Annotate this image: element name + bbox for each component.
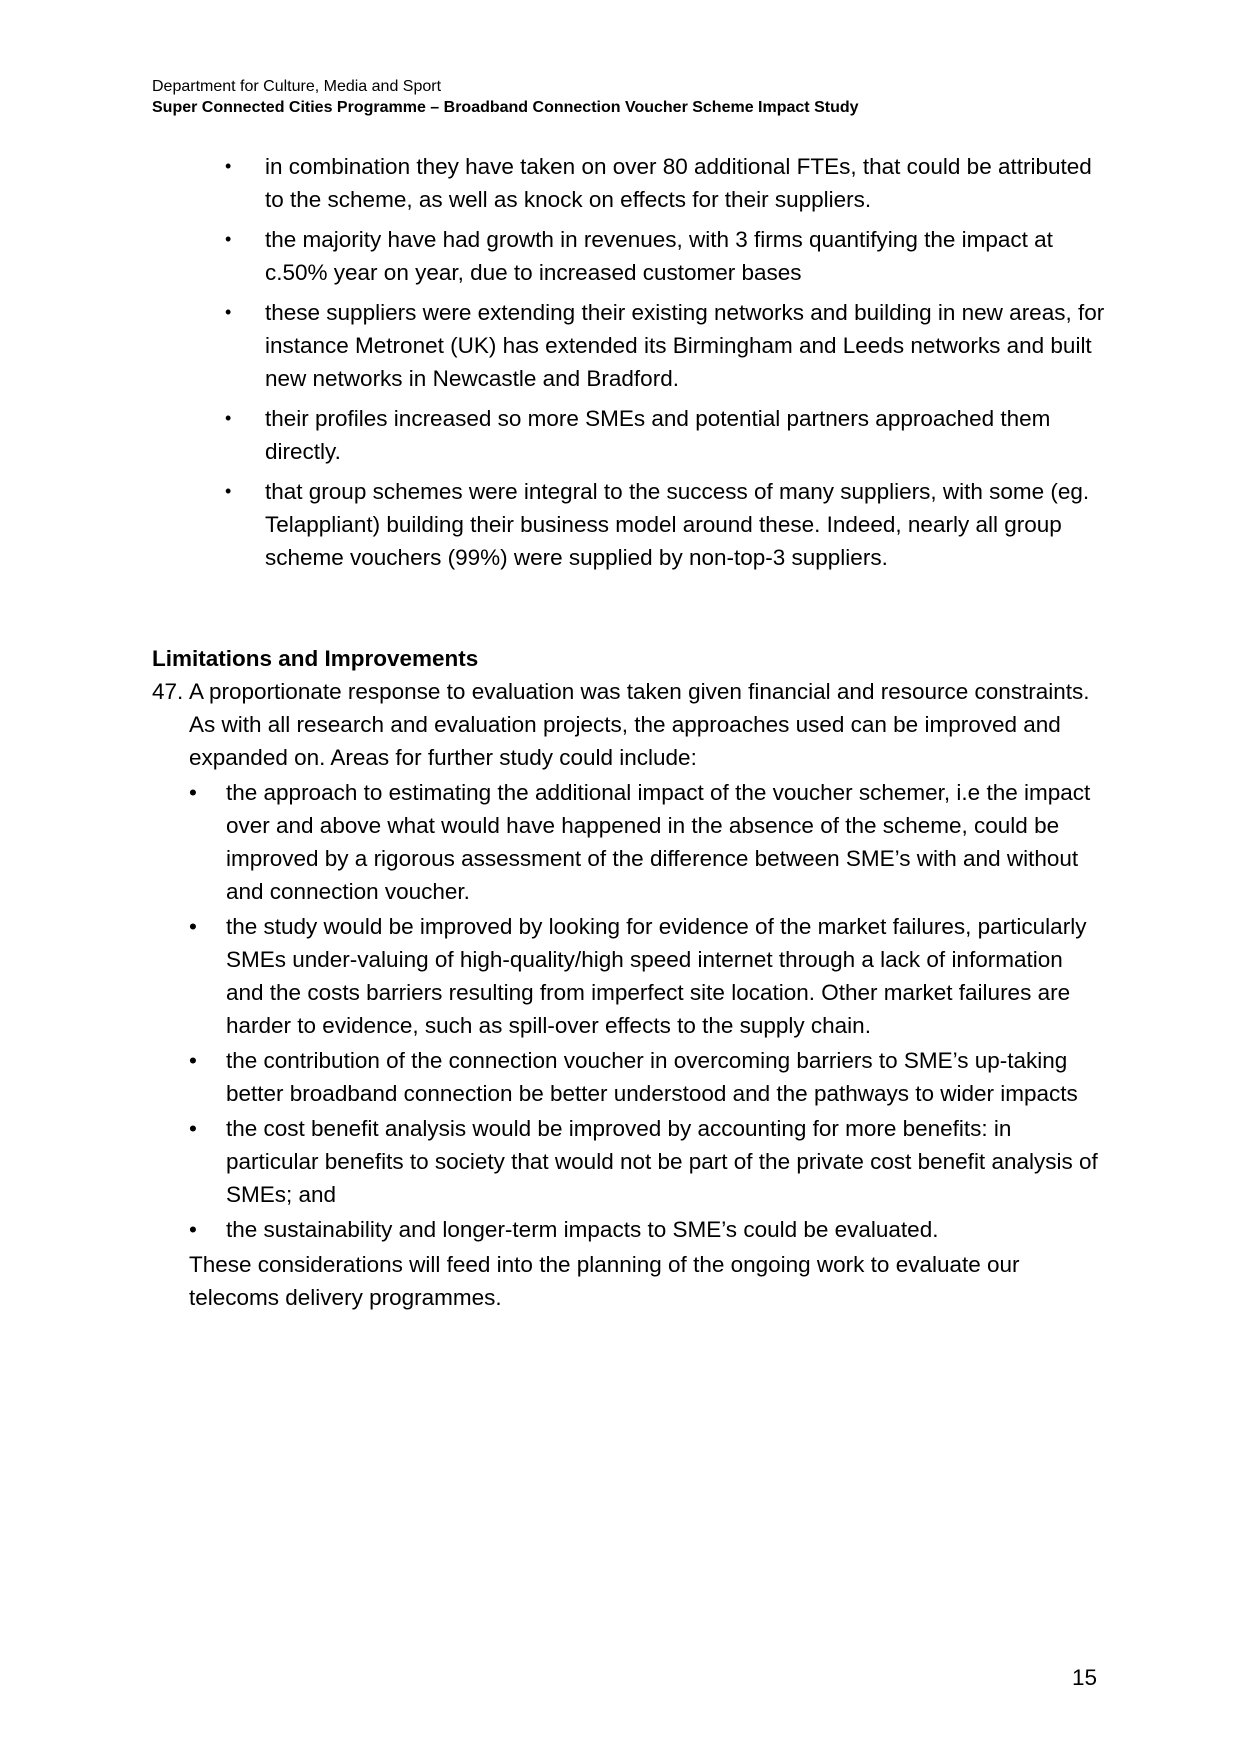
top-bullet-list [225,150,1105,581]
improvement-bullet-list [189,776,1102,1246]
bullet-icon: • [225,481,232,501]
header-study-title: Super Connected Cities Programme – Broadband Connection Voucher Scheme Impact Study [152,99,859,116]
bullet-text: the cost benefit analysis would be improved by accounting for more benefits: in particular benefits to society that would not be part of the private cost benefit analysis of SMEs; and [226,1116,1098,1207]
bullet-text: the sustainability and longer-term impacts to SME’s could be evaluated. [226,1217,939,1242]
paragraph-closing: These considerations will feed into the planning of the ongoing work to evaluate our telecoms delivery programmes. [189,1252,1020,1310]
list-item [225,223,1105,289]
bullet-icon: • [225,302,232,322]
list-item [189,1213,1102,1246]
list-item [225,296,1105,395]
bullet-icon: • [225,156,232,176]
bullet-text: the study would be improved by looking for evidence of the market failures, particularly SMEs under-valuing of high-quality/high speed internet through a lack of information and the costs barriers resulting from imperfect site location. Other market failures are harder to evidence, such as spill-over effects to the supply chain. [226,914,1087,1038]
list-item [189,1044,1102,1110]
bullet-text: that group schemes were integral to the success of many suppliers, with some (eg. Telappliant) building their business model around these. Indeed, nearly all group scheme vouchers (99%) were supplied by non-top-3 suppliers. [265,479,1090,570]
bullet-text: their profiles increased so more SMEs and potential partners approached them directly. [265,406,1051,464]
bullet-icon: • [189,780,197,805]
bullet-icon: • [225,408,232,428]
list-item [225,150,1105,216]
bullet-text: these suppliers were extending their existing networks and building in new areas, for instance Metronet (UK) has extended its Birmingham and Leeds networks and built new networks in Newcastle and Bradford. [265,300,1105,391]
bullet-icon: • [189,1048,197,1073]
page-header [152,76,1092,118]
bullet-text: the majority have had growth in revenues, with 3 firms quantifying the impact at c.50% year on year, due to increased customer bases [265,227,1053,285]
paragraph-number: 47. [152,679,184,704]
paragraph-47 [152,675,1102,1314]
bullet-icon: • [189,914,197,939]
bullet-text: the approach to estimating the additional impact of the voucher schemer, i.e the impact over and above what would have happened in the absence of the scheme, could be improved by a rigorous assessment of the difference between SME’s with and without and connection voucher. [226,780,1091,904]
bullet-icon: • [189,1217,197,1242]
bullet-text: the contribution of the connection voucher in overcoming barriers to SME’s up-taking better broadband connection be better understood and the pathways to wider impacts [226,1048,1078,1106]
bullet-text: in combination they have taken on over 80 additional FTEs, that could be attributed to the scheme, as well as knock on effects for their suppliers. [265,154,1092,212]
list-item [225,402,1105,468]
bullet-icon: • [225,229,232,249]
list-item [189,776,1102,908]
list-item [225,475,1105,574]
paragraph-intro: A proportionate response to evaluation was taken given financial and resource constraints. As with all research and evaluation projects, the approaches used can be improved and expanded on. Areas for further study could include: [189,679,1090,770]
header-organisation: Department for Culture, Media and Sport [152,78,442,95]
list-item [189,1112,1102,1211]
section-heading: Limitations and Improvements [152,646,479,671]
page-number: 15 [1072,1665,1098,1690]
list-item [189,910,1102,1042]
bullet-icon: • [189,1116,197,1141]
